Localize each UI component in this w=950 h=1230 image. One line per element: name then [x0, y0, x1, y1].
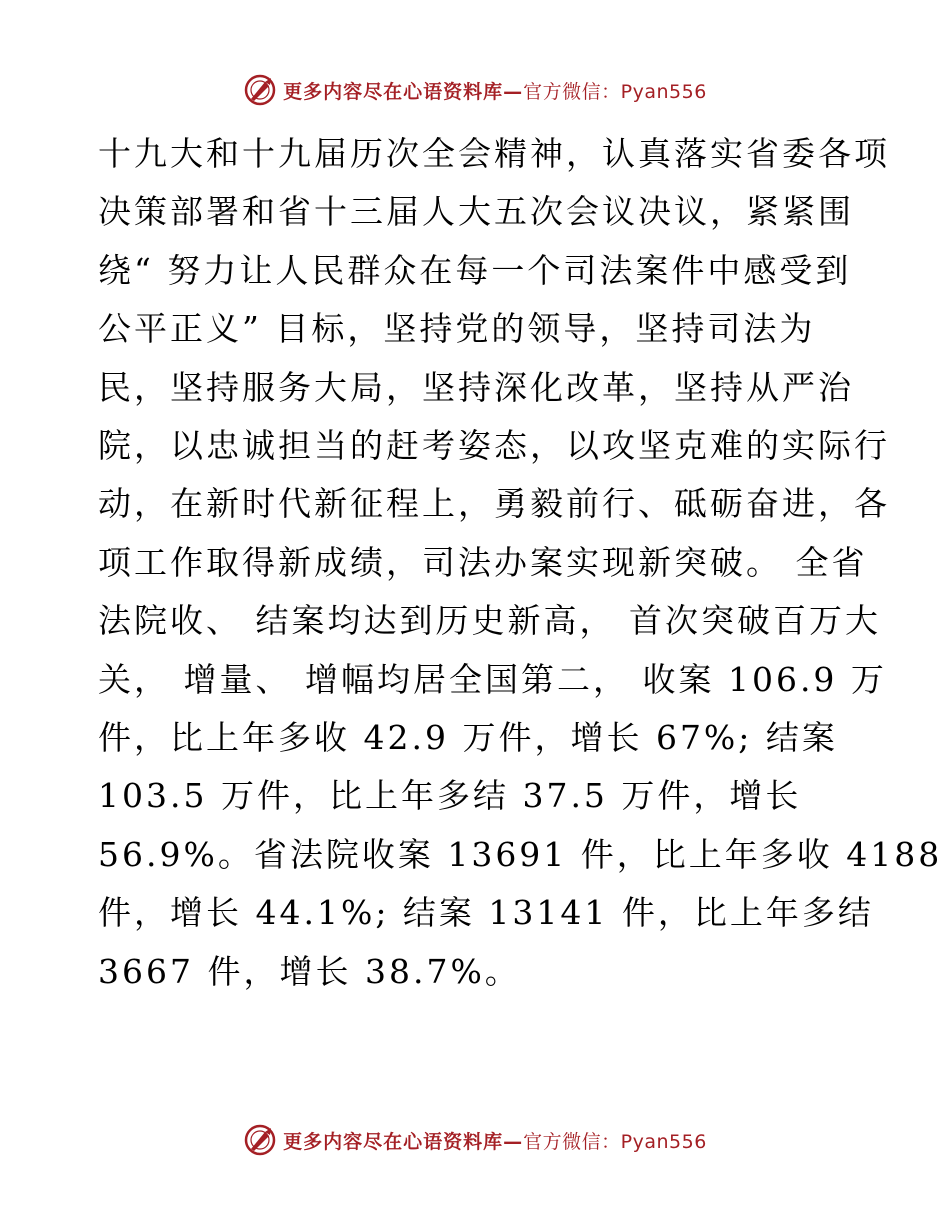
text-line: 院，以忠诚担当的赶考姿态，以攻坚克难的实际行	[98, 426, 890, 466]
header-banner	[0, 70, 950, 110]
header-banner-text	[283, 77, 707, 104]
text-line: 103.5 万件，比上年多结 37.5 万件，增长	[98, 776, 802, 816]
text-line: 件，比上年多收 42.9 万件，增长 67%; 结案	[98, 718, 838, 758]
text-line: 件，增长 44.1%; 结案 13141 件，比上年多结	[98, 893, 874, 933]
text-line: 关， 增量、 增幅均居全国第二， 收案 106.9 万	[98, 659, 887, 699]
footer-wechat-text: 官方微信：Pyan556	[523, 1130, 707, 1153]
header-brand-text: 更多内容尽在心语资料库—	[283, 80, 524, 103]
text-line: 民，坚持服务大局，坚持深化改革，坚持从严治	[98, 367, 854, 407]
footer-banner	[0, 1120, 950, 1160]
text-line: 56.9%。省法院收案 13691 件，比上年多收 4188	[98, 834, 943, 874]
text-line: 法院收、 结案均达到历史新高， 首次突破百万大	[98, 601, 881, 641]
text-line: 公平正义” 目标，坚持党的领导，坚持司法为	[98, 309, 816, 349]
text-line: 决策部署和省十三届人大五次会议决议，紧紧围	[98, 192, 854, 232]
pen-nib-circle-icon	[243, 73, 277, 107]
text-line: 项工作取得新成绩，司法办案实现新突破。 全省	[98, 542, 868, 582]
text-line: 十九大和十九届历次全会精神，认真落实省委各项	[98, 134, 890, 173]
text-line: 动，在新时代新征程上，勇毅前行、砥砺奋进，各	[98, 484, 890, 524]
pen-nib-circle-icon	[243, 1123, 277, 1157]
text-line: 3667 件，增长 38.7%。	[98, 951, 521, 991]
text-line: 绕“ 努力让人民群众在每一个司法案件中感受到	[98, 250, 852, 290]
footer-brand-text: 更多内容尽在心语资料库—	[283, 1130, 524, 1153]
document-body	[98, 125, 943, 1001]
footer-banner-text	[283, 1127, 707, 1154]
header-wechat-text: 官方微信：Pyan556	[523, 80, 707, 103]
